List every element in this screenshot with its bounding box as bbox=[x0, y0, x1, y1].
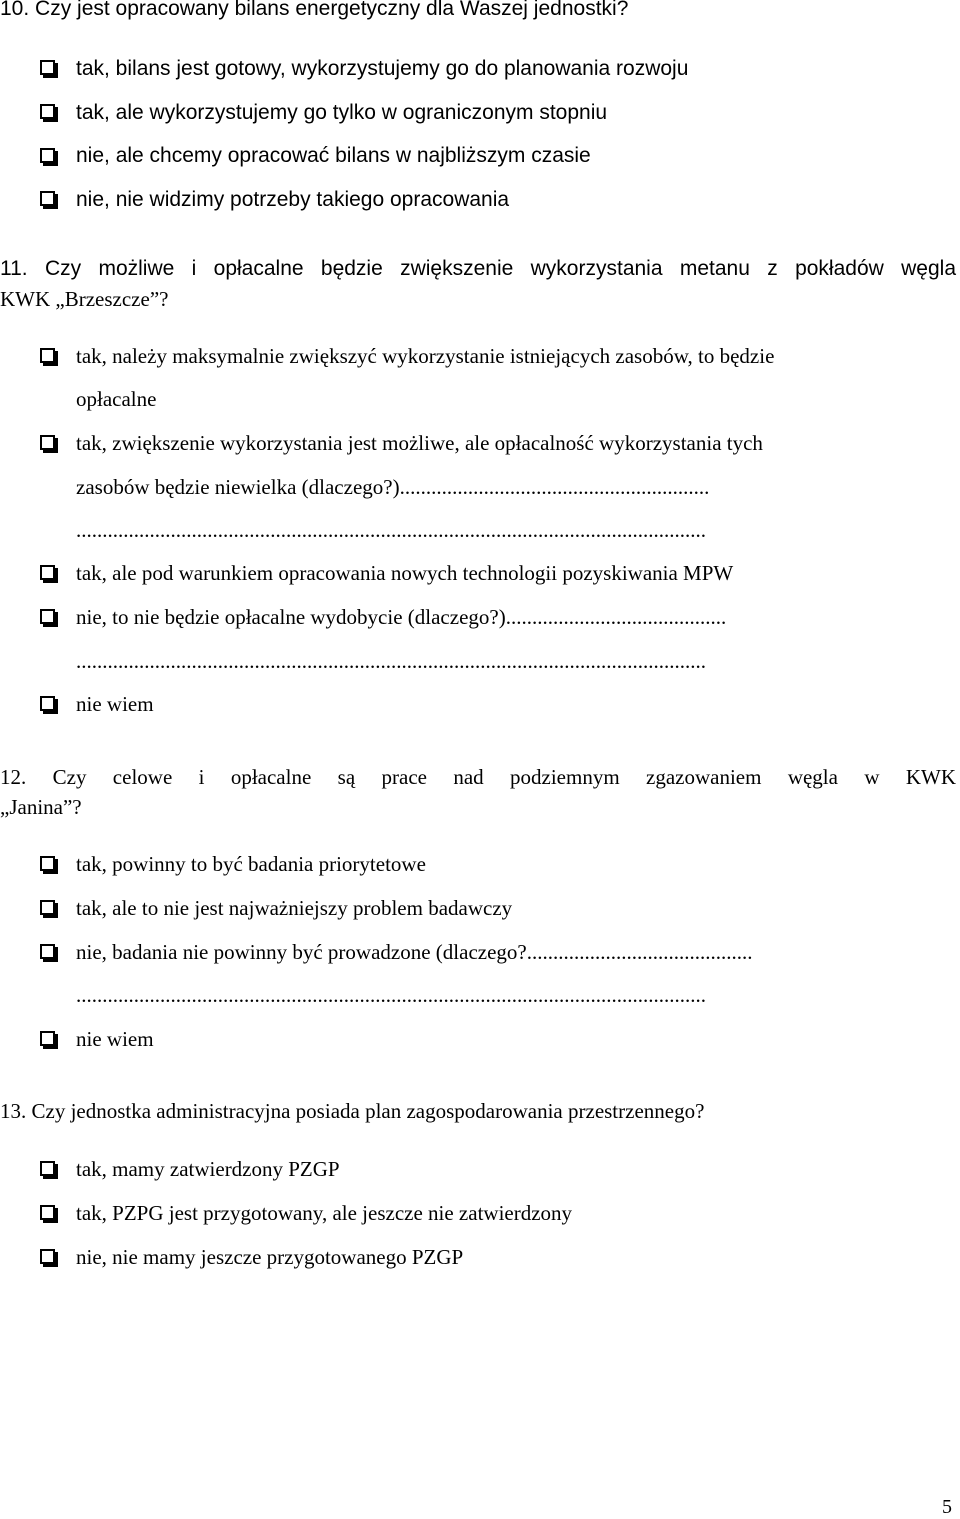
q12-option-2-label: tak, ale to nie jest najważniejszy problem badawczy bbox=[76, 896, 513, 920]
question-12-title-line2: „Janina”? bbox=[0, 795, 82, 819]
q11-option-1-line2: opłacalne bbox=[76, 387, 157, 411]
checkbox-q10-opt1[interactable] bbox=[40, 60, 55, 75]
checkbox-q12-opt4[interactable] bbox=[40, 1031, 55, 1046]
q12-option-3-line1: nie, badania nie powinny być prowadzone (dlaczego?........................................... bbox=[76, 940, 753, 964]
checkbox-q12-opt2[interactable] bbox=[40, 900, 55, 915]
checkbox-q13-opt1[interactable] bbox=[40, 1161, 55, 1176]
q10-option-1-label: tak, bilans jest gotowy, wykorzystujemy go do planowania rozwoju bbox=[76, 57, 689, 80]
q13-option-2-label: tak, PZPG jest przygotowany, ale jeszcze nie zatwierdzony bbox=[76, 1201, 573, 1225]
q13-option-3-label: nie, nie mamy jeszcze przygotowanego PZGP bbox=[76, 1245, 464, 1269]
q11-option-1-line1: tak, należy maksymalnie zwiększyć wykorzystanie istniejących zasobów, to będzie bbox=[76, 344, 775, 368]
q10-option-2-label: tak, ale wykorzystujemy go tylko w ograniczonym stopniu bbox=[76, 101, 608, 124]
q11-option-5-label: nie wiem bbox=[76, 692, 154, 716]
q12-option-1-label: tak, powinny to być badania priorytetowe bbox=[76, 852, 426, 876]
checkbox-q11-opt1[interactable] bbox=[40, 348, 55, 363]
q11-option-3-label: tak, ale pod warunkiem opracowania nowych technologii pozyskiwania MPW bbox=[76, 561, 734, 585]
page-number: 5 bbox=[942, 1496, 952, 1518]
checkbox-q11-opt4[interactable] bbox=[40, 609, 55, 624]
checkbox-q12-opt3[interactable] bbox=[40, 944, 55, 959]
checkbox-q10-opt4[interactable] bbox=[40, 191, 55, 206]
checkbox-q11-opt2[interactable] bbox=[40, 435, 55, 450]
question-11-title-line1: 11. Czy możliwe i opłacalne będzie zwiększenie wykorzystania metanu z pokładów węgla bbox=[0, 257, 956, 280]
checkbox-q11-opt5[interactable] bbox=[40, 696, 55, 711]
question-11-title-line2: KWK „Brzeszcze”? bbox=[0, 287, 169, 311]
q12-option-3-line2: ........................................................................................................................ bbox=[76, 983, 706, 1007]
q10-option-3-label: nie, ale chcemy opracować bilans w najbliższym czasie bbox=[76, 144, 591, 167]
question-13-title: 13. Czy jednostka administracyjna posiada plan zagospodarowania przestrzennego? bbox=[0, 1099, 705, 1123]
checkbox-q13-opt2[interactable] bbox=[40, 1205, 55, 1220]
q11-option-2-line1: tak, zwiększenie wykorzystania jest możliwe, ale opłacalność wykorzystania tych bbox=[76, 431, 763, 455]
q12-option-4-label: nie wiem bbox=[76, 1027, 154, 1051]
checkbox-q10-opt3[interactable] bbox=[40, 148, 55, 163]
q11-option-4-line1: nie, to nie będzie opłacalne wydobycie (dlaczego?).......................................... bbox=[76, 605, 727, 629]
q11-option-4-line2: ........................................................................................................................ bbox=[76, 649, 706, 673]
q13-option-1-label: tak, mamy zatwierdzony PZGP bbox=[76, 1157, 340, 1181]
checkbox-q11-opt3[interactable] bbox=[40, 565, 55, 580]
checkbox-q13-opt3[interactable] bbox=[40, 1249, 55, 1264]
q10-option-4-label: nie, nie widzimy potrzeby takiego opracowania bbox=[76, 188, 510, 211]
checkbox-q10-opt2[interactable] bbox=[40, 104, 55, 119]
question-10-title: 10. Czy jest opracowany bilans energetyczny dla Waszej jednostki? bbox=[0, 0, 629, 20]
question-12-title-line1: 12. Czy celowe i opłacalne są prace nad podziemnym zgazowaniem węgla w KWK bbox=[0, 765, 956, 789]
q11-option-2-line3: ........................................................................................................................ bbox=[76, 518, 706, 542]
q11-option-2-line2: zasobów będzie niewielka (dlaczego?)........................................................... bbox=[76, 475, 710, 499]
checkbox-q12-opt1[interactable] bbox=[40, 856, 55, 871]
